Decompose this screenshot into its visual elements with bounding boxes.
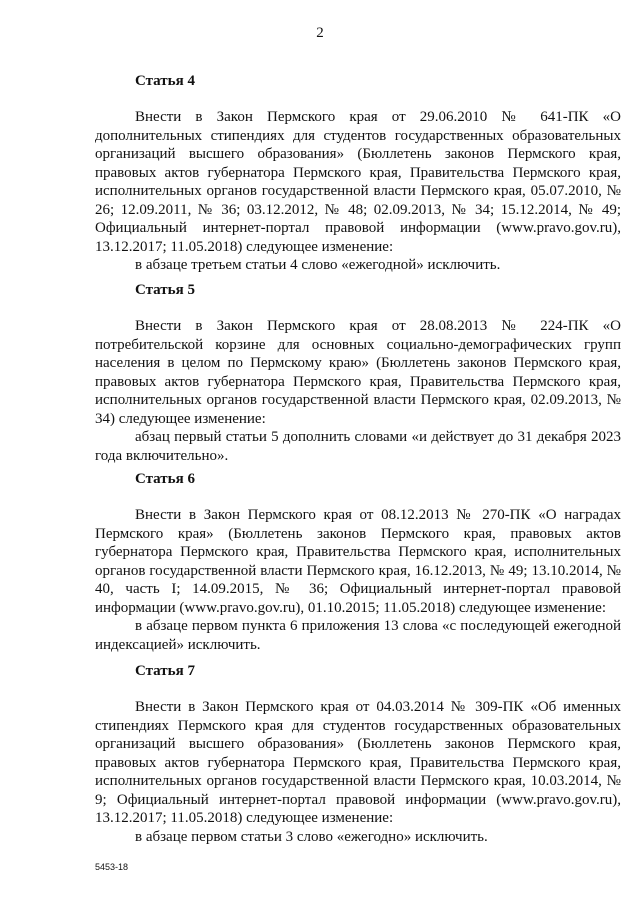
article-heading: Статья 5 (135, 282, 195, 298)
article-change: в абзаце первом статьи 3 слово «ежегодно» исключить. (135, 828, 488, 845)
article-intro: Внести в Закон Пермского края от 28.08.2013 № 224-ПК «О потребительской корзине для основных социально-демографических групп населения в целом по Пермскому краю» (Бюллетень законов Пермского края, правовых актов губернатора Пермского края, Правительства Пермского края, исполнительных органов государственной власти Пермского края, 02.09.2013, № 34) следующее изменение: (95, 318, 621, 427)
article-4 (95, 72, 621, 275)
page-number: 2 (316, 25, 324, 41)
article-intro: Внести в Закон Пермского края от 08.12.2013 № 270-ПК «О наградах Пермского края» (Бюллетень законов Пермского края, правовых актов губернатора Пермского края, Правительства Пермского края, исполнительных органов государственной власти Пермского края, 16.12.2013, № 49; 13.10.2014, № 40, часть I; 14.09.2015, № 36; Официальный интернет-портал правовой информации (www.pravo.gov.ru), 01.10.2015; 11.05.2018) следующее изменение: (95, 507, 621, 616)
article-5 (95, 281, 621, 465)
article-change: в абзаце третьем статьи 4 слово «ежегодной» исключить. (135, 257, 501, 273)
article-heading: Статья 6 (135, 471, 195, 487)
article-change: в абзаце первом пункта 6 приложения 13 слова «с последующей ежегодной индексацией» исключить. (95, 618, 621, 653)
article-intro: Внести в Закон Пермского края от 29.06.2010 № 641-ПК «О дополнительных стипендиях для студентов государственных образовательных организаций высшего образования» (Бюллетень законов Пермского края, правовых актов губернатора Пермского края, Правительства Пермского края, исполнительных органов государственной власти Пермского края, 05.07.2010, № 26; 12.09.2011, № 36; 03.12.2012, № 48; 02.09.2013, № 34; 15.12.2014, № 49; Официальный интернет-портал правовой информации (www.pravo.gov.ru), 13.12.2017; 11.05.2018) следующее изменение: (95, 109, 621, 255)
article-7 (95, 662, 621, 846)
article-heading: Статья 7 (135, 663, 195, 679)
article-intro: Внести в Закон Пермского края от 04.03.2014 № 309-ПК «Об именных стипендиях Пермского края для студентов государственных образовательных организаций высшего образования» (Бюллетень законов Пермского края, правовых актов губернатора Пермского края, Правительства Пермского края, исполнительных органов государственной власти Пермского края, 10.03.2014, № 9; Официальный интернет-портал правовой информации (www.pravo.gov.ru), 13.12.2017; 11.05.2018) следующее изменение: (95, 699, 621, 826)
article-6 (95, 470, 621, 654)
article-heading: Статья 4 (135, 73, 195, 89)
document-code: 5453-18 (95, 862, 129, 872)
article-change: абзац первый статьи 5 дополнить словами «и действует до 31 декабря 2023 года включительно». (95, 429, 621, 464)
